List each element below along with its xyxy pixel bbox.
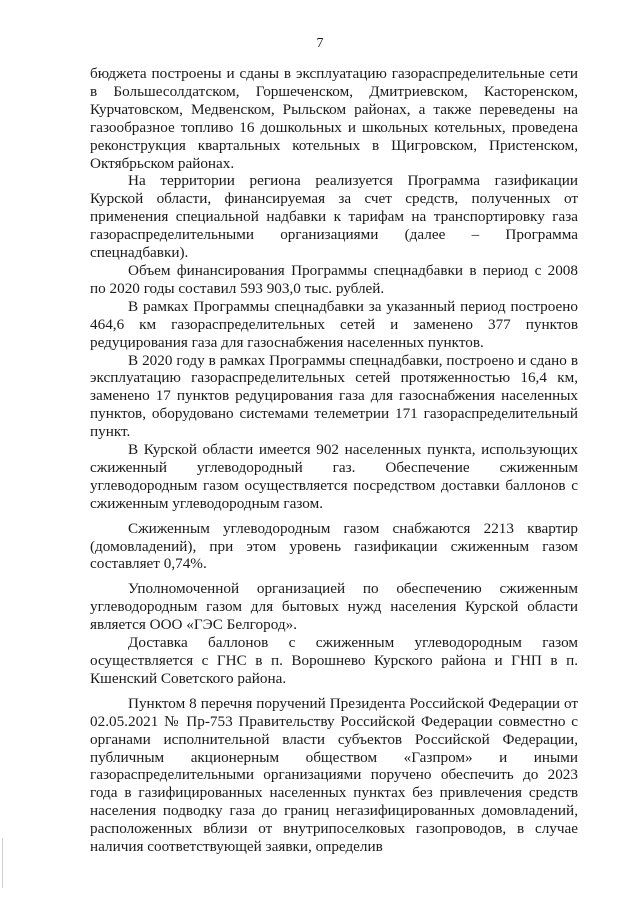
paragraph-authorized-organization: Уполномоченной организацией по обеспечению сжиженным углеводородным газом для бытовых нужд населения Курской области является ООО «ГЭС Белгород». <box>90 580 578 634</box>
paragraph-continuation: бюджета построены и сданы в эксплуатацию газораспределительные сети в Большесолдатском, Горшеченском, Дмитриевском, Касторенском, Курчатовском, Медвенском, Рыльском районах, а также переведены на газообразное топливо 16 дошкольных и школьных котельных, проведена реконструкция квартальных котельных в Щигровском, Пристенском, Октябрьском районах. <box>90 65 578 172</box>
paragraph-lpg-settlements: В Курской области имеется 902 населенных пункта, использующих сжиженный углеводородный газ. Обеспечение сжиженным углеводородным газом осуществляется посредством доставки баллонов с сжиженным углеводородным газом. <box>90 441 578 512</box>
paragraph-networks-built: В рамках Программы спецнадбавки за указанный период построено 464,6 км газораспределительных сетей и заменено 377 пунктов редуцирования газа для газоснабжения населенных пунктов. <box>90 297 578 351</box>
paragraph-2020-results: В 2020 году в рамках Программы спецнадбавки, построено и сдано в эксплуатацию газораспределительных сетей протяженностью 16,4 км, заменено 17 пунктов редуцирования газа для газоснабжения населенных пунктов, оборудовано системами телеметрии 171 газораспределительный пункт. <box>90 351 578 441</box>
paragraph-presidential-order: Пунктом 8 перечня поручений Президента Российской Федерации от 02.05.2021 № Пр-753 Правительству Российской Федерации совместно с органами исполнительной власти субъектов Российской Федерации, публичным акционерным обществом «Газпром» и иными газораспределительными организациями поручено обеспечить до 2023 года в газифицированных населенных пунктах без привлечения средств населения подводку газа до границ негазифицированных домовладений, расположенных вблизи от внутрипоселковых газопроводов, в случае наличия соответствующей заявки, определив <box>90 694 578 856</box>
paragraph-gasification-program: На территории региона реализуется Программа газификации Курской области, финансируемая за счет средств, полученных от применения специальной надбавки к тарифам на транспортировку газа газораспределительными организациями (далее – Программа спецнадбавки). <box>90 172 578 262</box>
page-number: 7 <box>316 36 324 51</box>
paragraph-cylinder-delivery: Доставка баллонов с сжиженным углеводородным газом осуществляется с ГНС в п. Ворошнево Курского района и ГНП в п. Кшенский Советского района. <box>90 634 578 687</box>
paragraph-lpg-apartments: Сжиженным углеводородным газом снабжаются 2213 квартир (домовладений), при этом уровень газификации сжиженным газом составляет 0,74%. <box>90 519 578 573</box>
document-body <box>90 65 578 856</box>
scan-edge-mark <box>2 838 3 888</box>
paragraph-financing-volume: Объем финансирования Программы спецнадбавки в период с 2008 по 2020 годы составил 593 903,0 тыс. рублей. <box>90 261 578 297</box>
